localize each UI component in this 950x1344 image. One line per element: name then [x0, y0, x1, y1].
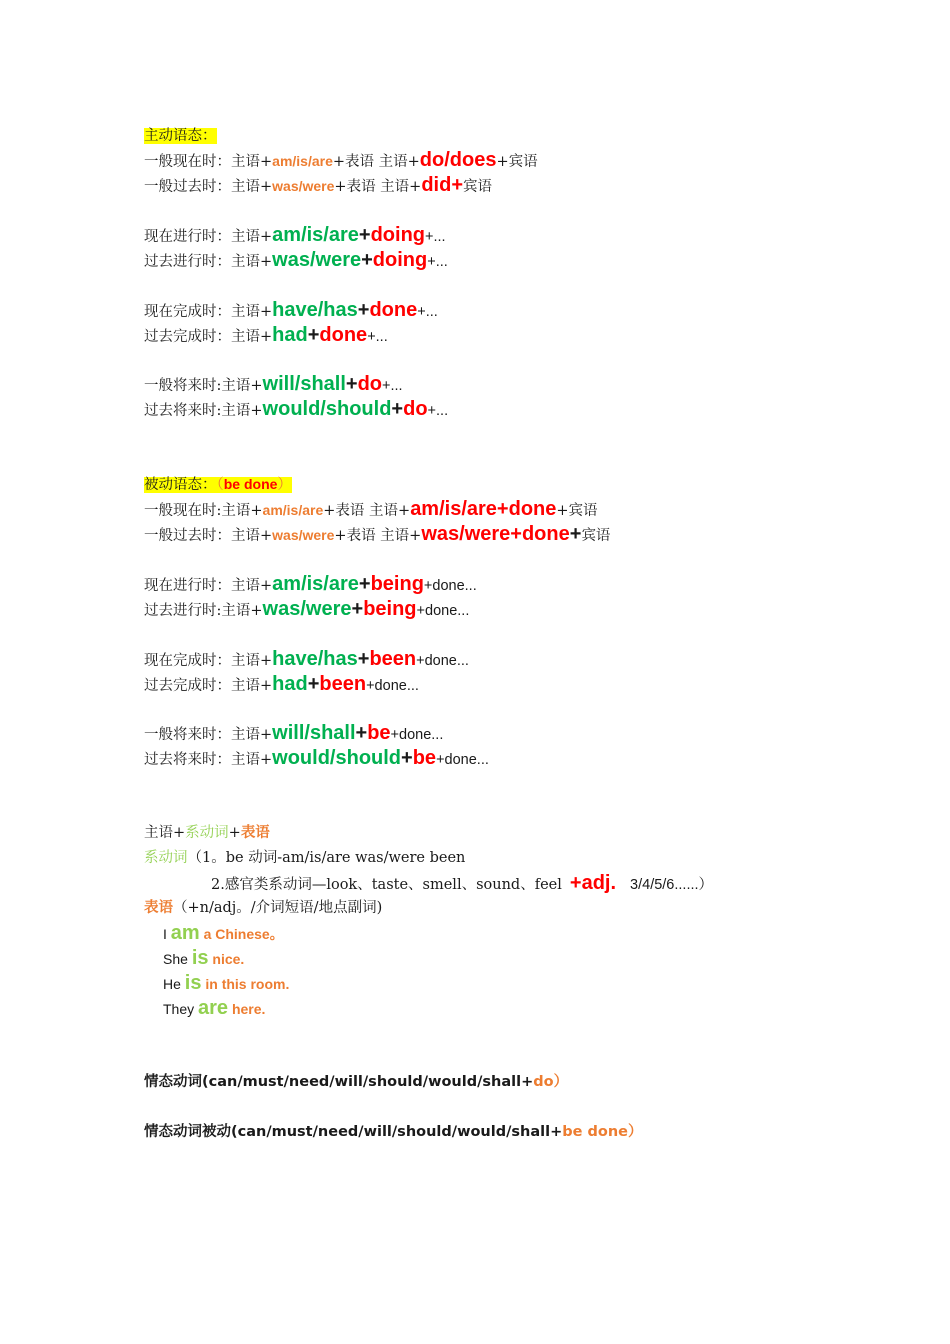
passive-heading: 被动语态：（be done） — [144, 476, 292, 493]
active-line-simple-future: 一般将来时:主语+will/shall+do+... — [144, 373, 403, 395]
example-sentence: I am a Chinese。 — [163, 922, 284, 944]
active-heading: 主动语态： — [144, 128, 217, 144]
active-line-past-perfect: 过去完成时：主语+had+done+... — [144, 324, 388, 346]
active-line-simple-past: 一般过去时：主语+was/were+表语 主语+did+宾语 — [144, 174, 493, 196]
linking-verb-definition: 系动词（1。be 动词-am/is/are was/were been — [144, 850, 466, 866]
active-line-past-continuous: 过去进行时：主语+was/were+doing+... — [144, 249, 448, 271]
active-line-present-perfect: 现在完成时：主语+have/has+done+... — [144, 299, 438, 321]
modal-active-formula: 情态动词(can/must/need/will/should/would/shall+do） — [144, 1074, 569, 1090]
linking-verb-senses: 2.感官类系动词—look、taste、smell、sound、feel +adj. 3/4/5/6......） — [211, 872, 714, 894]
passive-line-simple-future: 一般将来时：主语+will/shall+be+done... — [144, 722, 444, 744]
passive-line-simple-present: 一般现在时:主语+am/is/are+表语 主语+am/is/are+done+宾语 — [144, 498, 598, 520]
active-line-present-continuous: 现在进行时：主语+am/is/are+doing+... — [144, 224, 446, 246]
example-sentence: She is nice. — [163, 947, 245, 969]
passive-line-future-in-past: 过去将来时：主语+would/should+be+done... — [144, 747, 489, 769]
modal-passive-formula: 情态动词被动(can/must/need/will/should/would/shall+be done） — [144, 1124, 643, 1140]
passive-line-present-continuous: 现在进行时：主语+am/is/are+being+done... — [144, 573, 477, 595]
example-sentence: He is in this room. — [163, 972, 290, 994]
active-line-future-in-past: 过去将来时:主语+would/should+do+... — [144, 398, 449, 420]
linking-formula: 主语+系动词+表语 — [144, 824, 270, 841]
active-line-simple-present: 一般现在时：主语+am/is/are+表语 主语+do/does+宾语 — [144, 149, 538, 171]
example-sentence: They are here. — [163, 997, 266, 1019]
passive-line-past-perfect: 过去完成时：主语+had+been+done... — [144, 673, 419, 695]
passive-line-simple-past: 一般过去时：主语+was/were+表语 主语+was/were+done+宾语 — [144, 523, 611, 545]
passive-line-past-continuous: 过去进行时:主语+was/were+being+done... — [144, 598, 470, 620]
passive-line-present-perfect: 现在完成时：主语+have/has+been+done... — [144, 648, 469, 670]
predicative-definition: 表语（+n/adj。/介词短语/地点副词) — [144, 899, 383, 916]
